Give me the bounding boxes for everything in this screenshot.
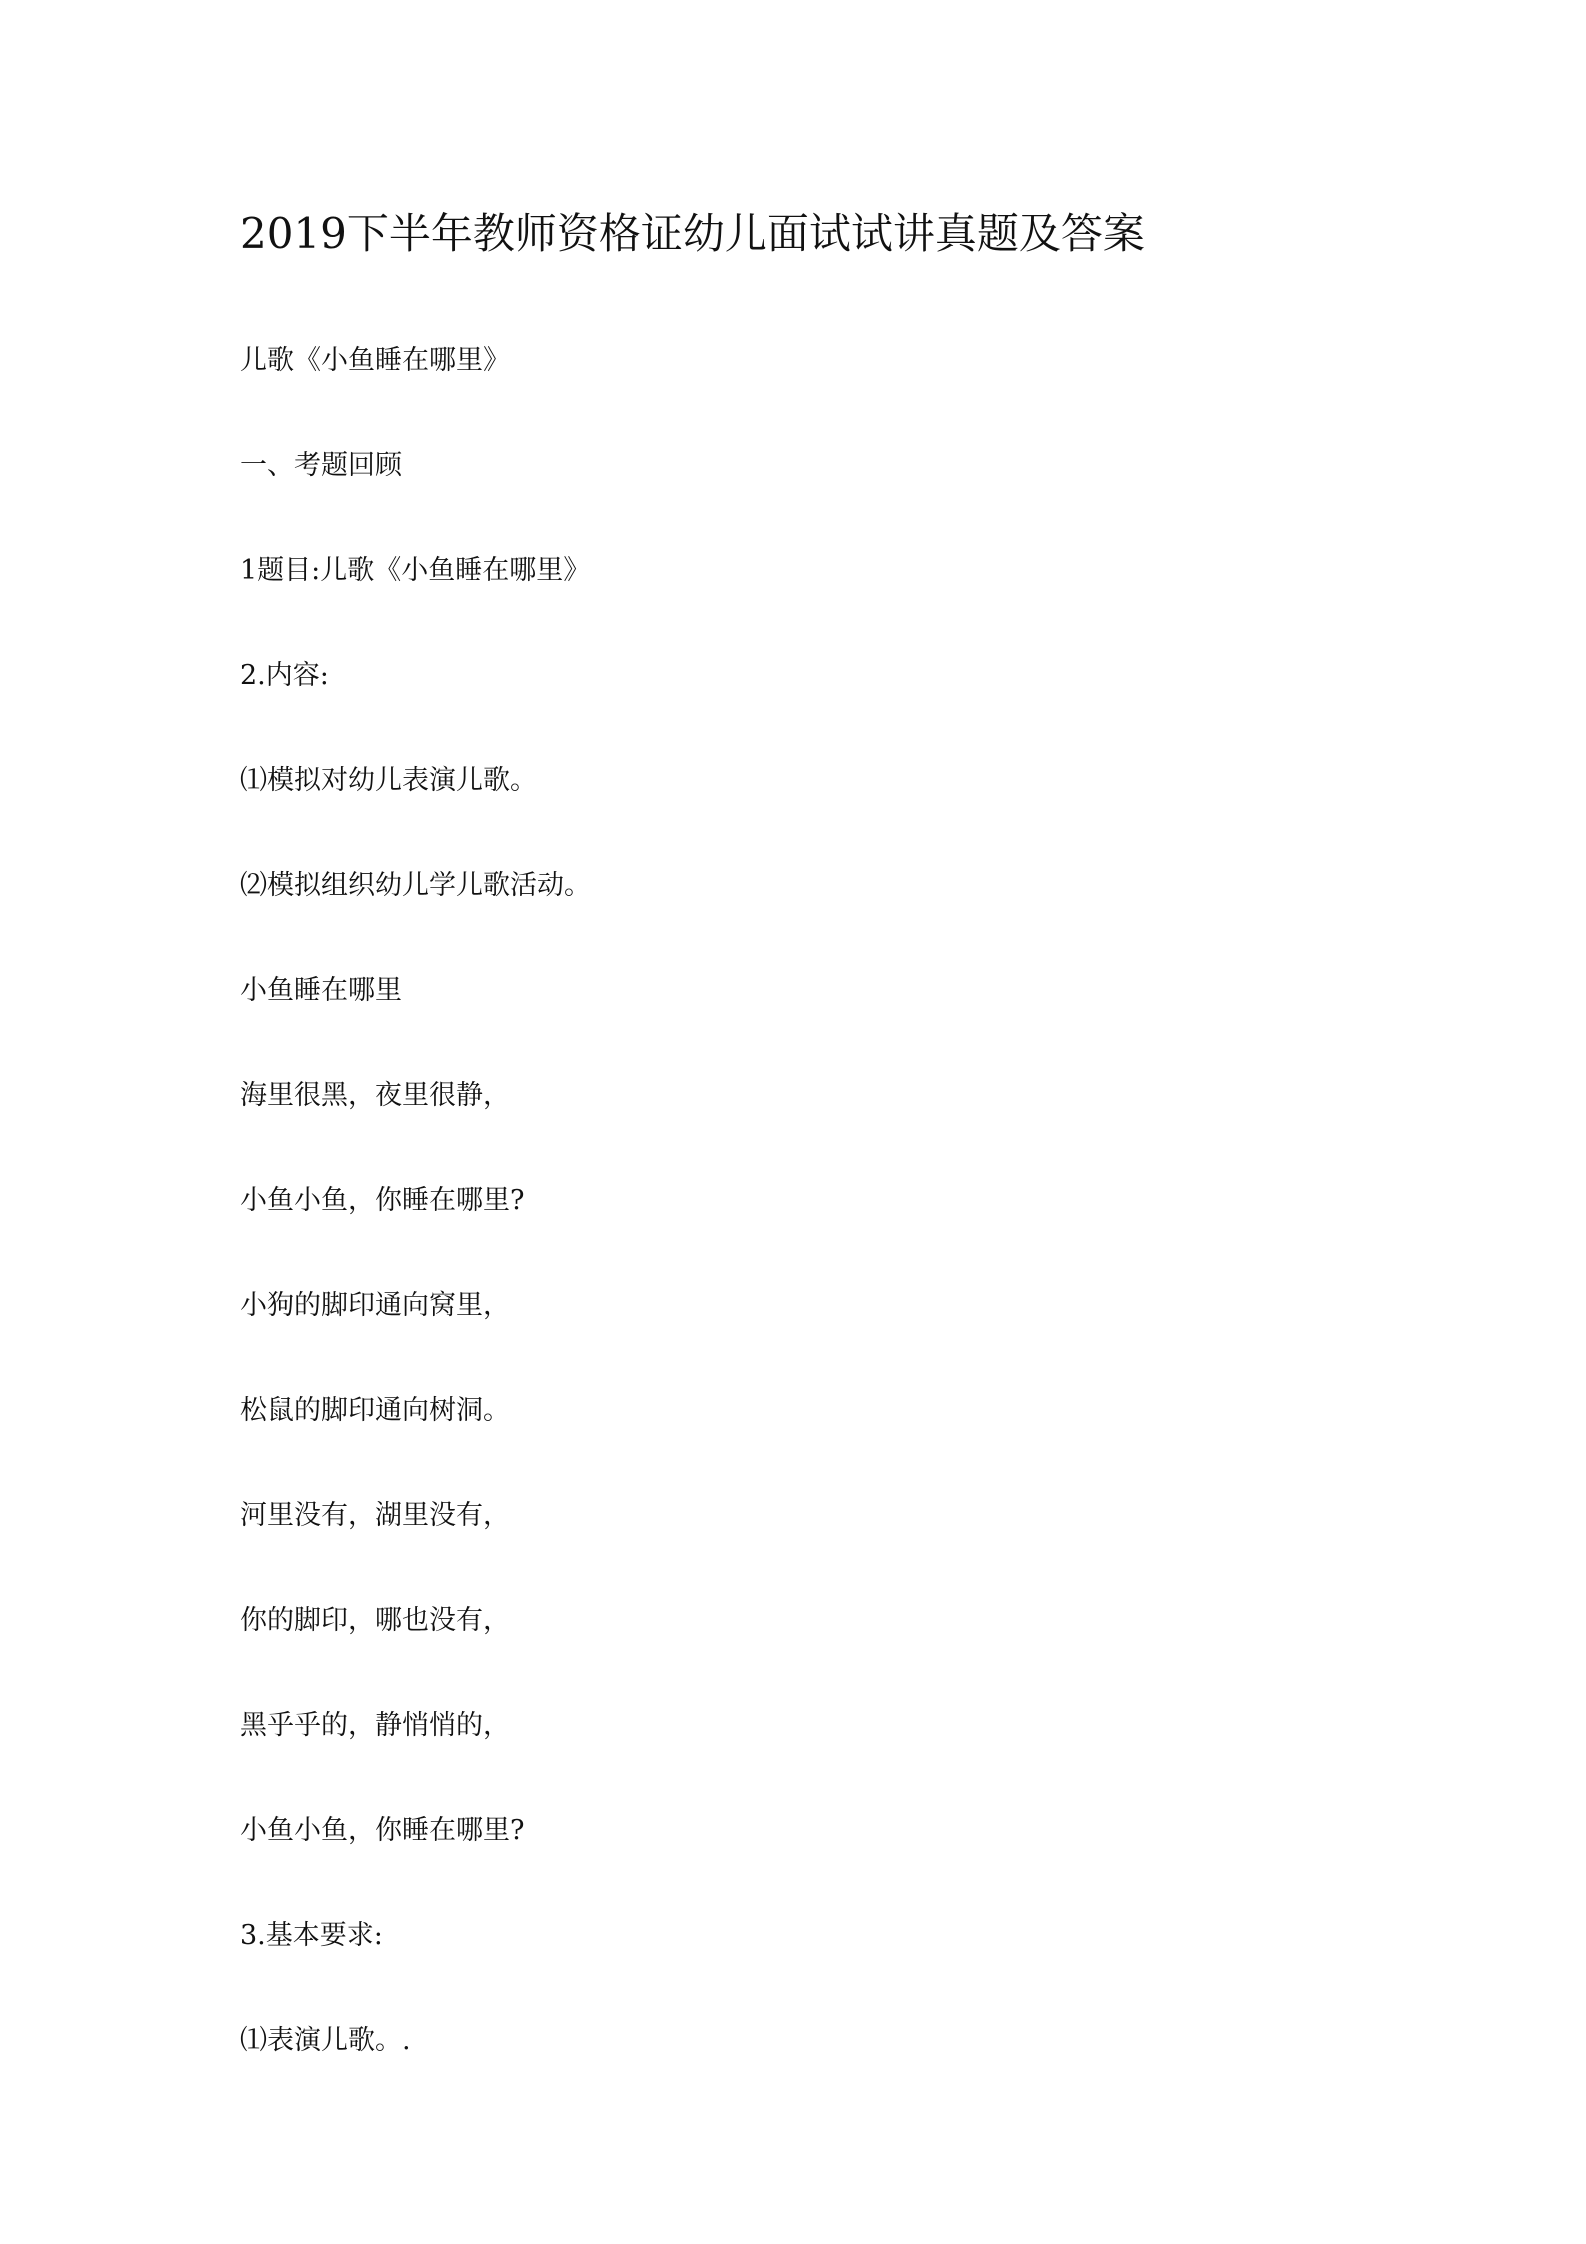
poem-line: 松鼠的脚印通向树洞。 [240, 1395, 510, 1426]
poem-line: 黑乎乎的，静悄悄的， [240, 1710, 510, 1741]
content-item-2: ⑵模拟组织幼儿学儿歌活动。 [240, 870, 591, 901]
poem-line: 小鱼小鱼，你睡在哪里? [240, 1815, 525, 1846]
section-heading: 一、考题回顾 [240, 450, 402, 481]
content-item-1: ⑴模拟对幼儿表演儿歌。 [240, 765, 537, 796]
content-heading: 2.内容: [240, 660, 329, 691]
question-topic: 1题目:儿歌《小鱼睡在哪里》 [240, 555, 591, 586]
requirement-item-1: ⑴表演儿歌。. [240, 2025, 411, 2056]
poem-line: 小狗的脚印通向窝里， [240, 1290, 510, 1321]
document-title: 2019下半年教师资格证幼儿面试试讲真题及答案 [240, 209, 1145, 258]
poem-line: 河里没有，湖里没有， [240, 1500, 510, 1531]
song-title-line: 儿歌《小鱼睡在哪里》 [240, 345, 510, 376]
poem-line: 你的脚印，哪也没有， [240, 1605, 510, 1636]
poem-line: 小鱼小鱼，你睡在哪里? [240, 1185, 525, 1216]
poem-title: 小鱼睡在哪里 [240, 975, 402, 1006]
requirements-heading: 3.基本要求: [240, 1920, 383, 1951]
poem-line: 海里很黑，夜里很静， [240, 1080, 510, 1111]
